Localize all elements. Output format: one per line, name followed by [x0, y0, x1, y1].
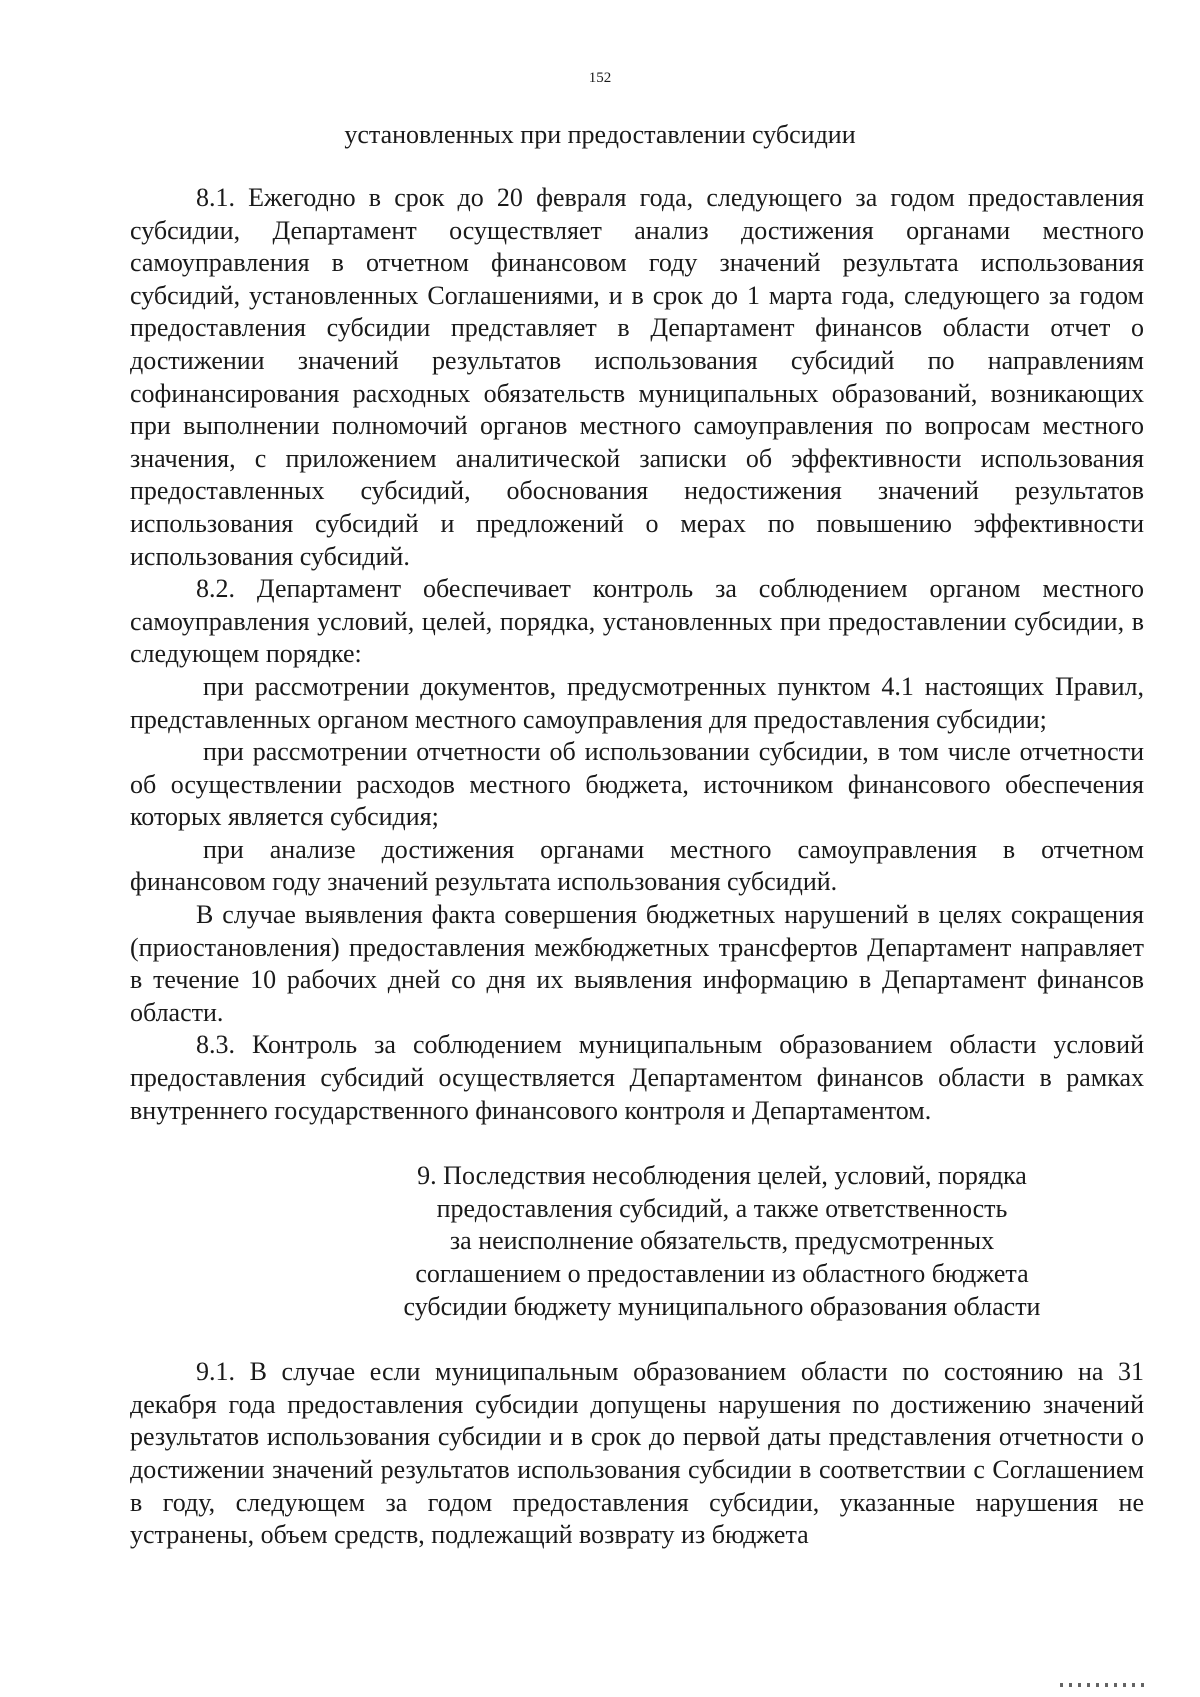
heading-line: соглашением о предоставлении из областного бюджета: [415, 1259, 1029, 1288]
section-title-tail: установленных при предоставлении субсидии: [344, 120, 856, 149]
heading-line: предоставления субсидий, а также ответственность: [436, 1193, 1008, 1223]
list-item-reporting: при рассмотрении отчетности об использовании субсидии, в том числе отчетности об осуществлении расходов местного бюджета, источником финансового обеспечения которых является субсидия;: [130, 737, 1144, 832]
list-item-analysis: при анализе достижения органами местного самоуправления в отчетном финансовом году значений результата использования субсидий.: [130, 834, 1144, 897]
scan-artifact: [1060, 1683, 1150, 1687]
list-item-documents: при рассмотрении документов, предусмотренных пунктом 4.1 настоящих Правил, представленных органом местного самоуправления для предоставления субсидии;: [130, 671, 1144, 734]
paragraph-8-1: 8.1. Ежегодно в срок до 20 февраля года, следующего за годом предоставления субсидии, Департамент осуществляет анализ достижения органами местного самоуправления в отчетном финансовом году значений результата использования субсидий, установленных Соглашениями, и в срок до 1 марта года, следующего за годом предоставления субсидии представляет в Департамент финансов области отчет о достижении значений результатов использования субсидий по направлениям софинансирования расходных обязательств муниципальных образований, возникающих при выполнении полномочий органов местного самоуправления по вопросам местного значения, с приложением аналитической записки об эффективности использования предоставленных субсидий, обоснования недостижения значений результатов использования субсидий и предложений о мерах по повышению эффективности использования субсидий.: [130, 183, 1144, 571]
section-9-heading: [130, 1160, 1144, 1323]
heading-line: 9. Последствия несоблюдения целей, условий, порядка: [417, 1161, 1027, 1191]
paragraph-8-2: 8.2. Департамент обеспечивает контроль за соблюдением органом местного самоуправления условий, целей, порядка, установленных при предоставлении субсидии, в следующем порядке:: [130, 574, 1144, 669]
heading-line: субсидии бюджету муниципального образования области: [403, 1291, 1041, 1321]
paragraph-8-3: 8.3. Контроль за соблюдением муниципальным образованием области условий предоставления субсидий осуществляется Департаментом финансов области в рамках внутреннего государственного финансового контроля и Департаментом.: [130, 1030, 1144, 1125]
document-body: [130, 182, 1144, 1552]
paragraph-9-1: 9.1. В случае если муниципальным образованием области по состоянию на 31 декабря года предоставления субсидии допущены нарушения по достижению значений результатов использования субсидии и в срок до первой даты представления отчетности о достижении значений результатов использования субсидии в соответствии с Соглашением в году, следующем за годом предоставления субсидии, указанные нарушения не устранены, объем средств, подлежащий возврату из бюджета: [130, 1357, 1144, 1550]
heading-line: за неисполнение обязательств, предусмотренных: [449, 1226, 995, 1256]
paragraph-violations: В случае выявления факта совершения бюджетных нарушений в целях сокращения (приостановления) предоставления межбюджетных трансфертов Департамент направляет в течение 10 рабочих дней со дня их выявления информацию в Департамент финансов области.: [130, 900, 1144, 1027]
page-number: 152: [588, 70, 612, 86]
